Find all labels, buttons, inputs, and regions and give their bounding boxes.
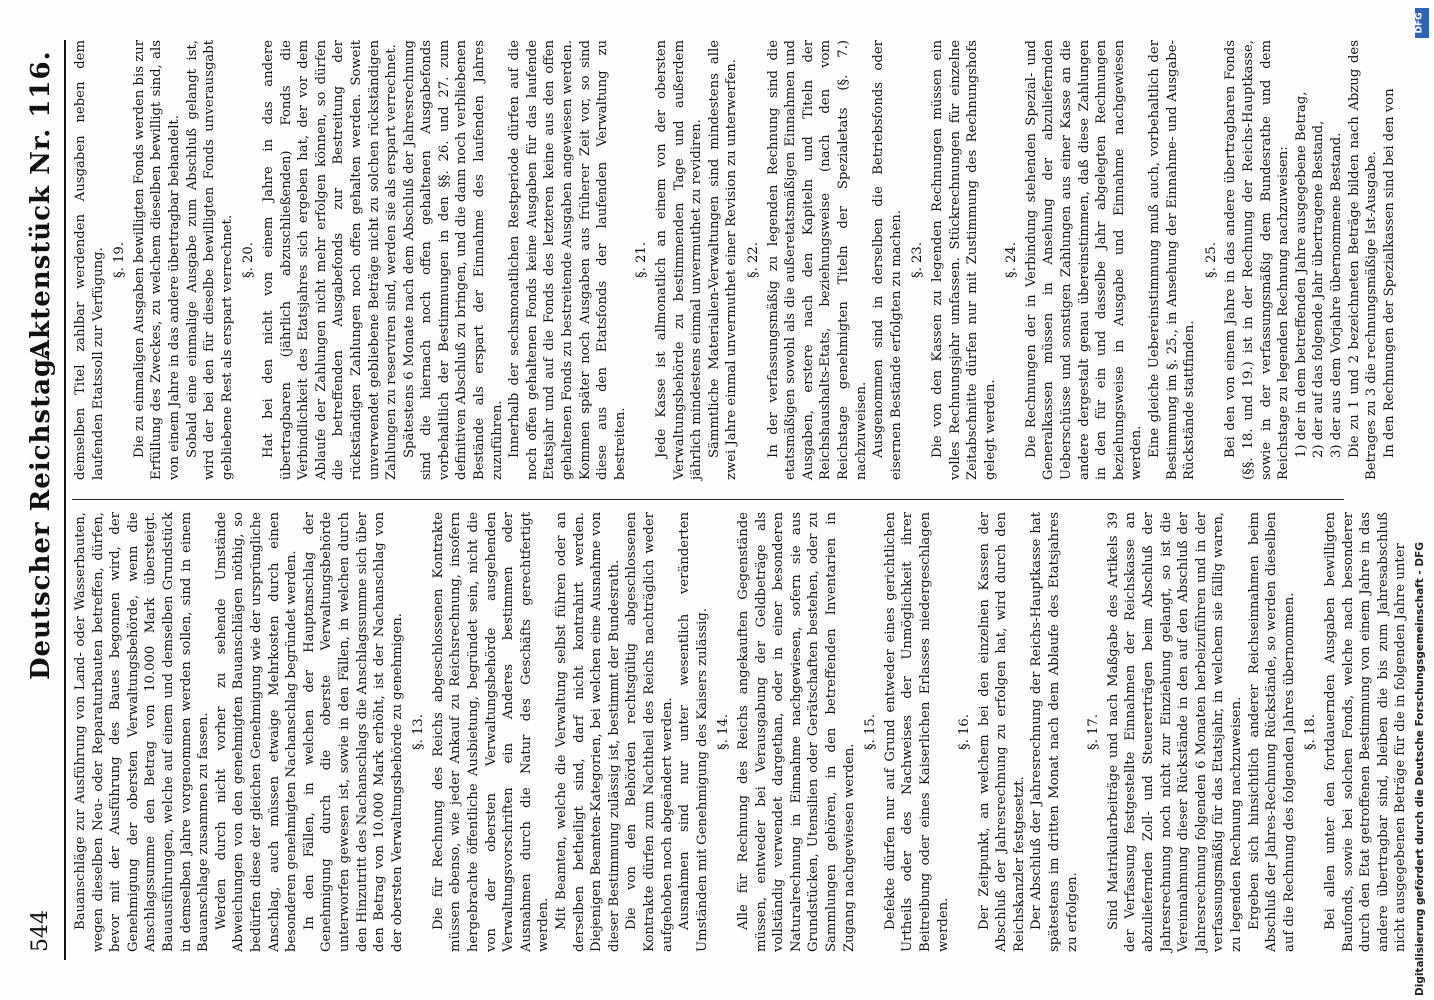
- paragraph: Die für Rechnung des Reichs abgeschlossenen Kontrakte müssen ebenso, wie jeder Ankauf zu Reichsrechnung, insofern hergebrachte öffentliche Ausbietung, begründet sein, nicht die von der obersten Verwaltungsbehörde ausgehenden Verwaltungsvorschriften ein Anderes bestimmen oder Ausnahmen durch die Natur des Geschäfts gerechtfertigt werden.: [430, 512, 552, 952]
- paragraph: Ergeben sich hinsichtlich anderer Reichseinnahmen beim Abschluß der Jahres-Rechnung Rückstände, so werden dieselben auf die Rechnung des folgenden Jahres übernommen.: [1246, 512, 1297, 952]
- section-heading: §. 16.: [957, 714, 973, 750]
- section-heading: §. 23.: [910, 242, 926, 278]
- page-number: 544: [28, 910, 53, 952]
- section-heading: §. 15.: [863, 714, 879, 750]
- section-heading: §. 17.: [1086, 714, 1102, 750]
- paragraph: Bei den von einem Jahre in das andere übertragbaren Fonds (§§. 18. und 19.) ist in der Rechnung der Reichs-Hauptkasse, sowie in der verfassungsmäßig dem Bundesrathe und dem Reichstage zu legenden Rechnung nachzuweisen:: [1223, 40, 1292, 480]
- digitization-credit-strip: [1412, 0, 1432, 1000]
- paragraph: Die von den Behörden rechtsgültig abgeschlossenen Kontrakte dürfen zum Nachtheil des Reichs nachträglich weder aufgehoben noch abgeändert werden.: [624, 512, 675, 952]
- section-heading: §. 19.: [112, 242, 128, 278]
- paragraph: Mit Beamten, welche die Verwaltung selbst führen oder an derselben betheiligt sind, darf nicht kontrahirt werden. Diejenigen Beamten-Kategorien, bei welchen eine Ausnahme von dieser Bestimmung zulässig ist, bestimmt der Bundesrath.: [554, 512, 622, 952]
- paragraph: In der verfassungsmäßig zu legenden Rechnung sind die etatsmäßigen sowohl als die außeretatsmäßigen Einnahmen und Ausgaben, erstere nach den Kapiteln und Titeln der Reichshaushalts-Etats, beziehungsweise (nach den vom Reichstage genehmigten Titeln der Spezialetats (§. 7.) nachzuweisen.: [765, 40, 869, 480]
- paragraph: Sind Matrikularbeiträge und nach Maßgabe des Artikels 39 der Verfassung festgestellte Einnahmen der Reichskasse an abzuliefernden Zoll- und Steuererträgen beim Abschluß der Jahresrechnung noch nicht zur Einziehung gelangt, so ist die Vereinnahmung dieser Rückstände in den auf den Abschluß der Jahresrechnung folgenden 6 Monaten herbeizuführen und in der verfassungsmäßig für das Etatsjahr, in welchem sie fällig waren, zu legenden Rechnung nachzuweisen.: [1105, 512, 1244, 952]
- paragraph: Alle für Rechnung des Reichs angekauften Gegenstände müssen, entweder bei Verausgabung der Geldbeträge als vollständig verwendet dargethan, oder in einer besonderen Naturalrechnung in Einnahme nachgewiesen, sofern sie aus Grundstücken, Utensilien oder Gerätschaften bestehen, oder zu Sammlungen gehören, in den betreffenden Inventarien in Zugang nachgewiesen werden.: [735, 512, 857, 952]
- paragraph: demselben Titel zahlbar werdenden Ausgaben neben dem laufenden Etatssoll zur Verfügung.: [73, 40, 106, 480]
- publication-title: Deutscher Reichstag.: [26, 347, 56, 680]
- column-divider: [72, 499, 1344, 500]
- paragraph: Bauanschläge zur Ausführung von Land- oder Wasserbauten, wegen dieselben Neu- oder Reparaturbauten betreffen, dürfen, bevor mit der Ausführung des Baues begonnen wird, der Genehmigung der obersten Verwaltungsbehörde, wenn die Anschlagssumme den Betrag von 10.000 Mark übersteigt. Bauausführungen, welche auf einem und demselben Grundstück in demselben Jahre vorgenommen werden sollen, sind in einem Bauanschlage zusammen zu fassen.: [73, 512, 212, 952]
- paragraph: Spätestens 6 Monate nach dem Abschluß der Jahresrechnung sind die hiernach noch offen gehaltenen Ausgabefonds vorbehaltlich der Bestimmungen in den §§. 26. und 27. zum definitiven Abschluß zu bringen, und die dann noch verbliebenen Bestände als erspart der Einnahme des laufenden Jahres zuzuführen.: [401, 40, 505, 480]
- paragraph: Defekte dürfen nur auf Grund entweder eines gerichtlichen Urtheils oder des Nachweises der Unmöglichkeit ihrer Beitreibung oder eines Kaiserlichen Erlasses niedergeschlagen werden.: [882, 512, 951, 952]
- paragraph: Die zu einmaligen Ausgaben bewilligten Fonds werden bis zur Erfüllung des Zweckes, zu welchem dieselben bewilligt sind, als von einem Jahre in das andere übertragbar behandelt.: [131, 40, 182, 480]
- right-column: [72, 40, 1397, 480]
- section-heading: §. 13.: [411, 714, 427, 750]
- list-item: 3) der aus dem Vorjahre übernommene Bestand.: [1328, 132, 1344, 458]
- paragraph: Ausnahmen sind nur unter wesentlich veränderten Umständen mit Genehmigung des Kaisers zulässig.: [677, 512, 710, 952]
- paragraph: Die von den Kassen zu legenden Rechnungen müssen ein volles Rechnungsjahr umfassen. Stückrechnungen für einzelne Zeitabschnitte dürfen nur mit Zustimmung des Rechnungshofs gelegt werden.: [929, 40, 998, 480]
- paragraph: In den Fällen, in welchen der Hauptanschlag der Genehmigung durch die oberste Verwaltungsbehörde unterworfen gewesen ist, sowie in den Fällen, in welchen durch den Hinzutritt des Nachanschlags die Anschlagssumme sich über den Betrag von 10.000 Mark erhöht, ist der Nachanschlag von der obersten Verwaltungsbehörde zu genehmigen.: [301, 512, 405, 952]
- digitization-credit: Digitalisierung gefördert durch die Deutsche Forschungsgemeinschaft - DFG: [1414, 542, 1426, 996]
- section-heading: §. 20.: [241, 242, 257, 278]
- paragraph: Innerhalb der sechsmonatlichen Restperiode dürfen auf die noch offen gehaltenen Fonds keine Ausgaben für das laufende Etatsjahr und auf die Fonds des letzteren keine aus den offen gehaltenen Fonds zu bestreitende Ausgaben angewiesen werden. Kommen später noch Ausgaben aus früherer Zeit vor, so sind diese aus den Etatsfonds der laufenden Verwaltung zu bestreiten.: [507, 40, 628, 480]
- list-item: 2) der auf das folgende Jahr übertragene Bestand,: [1311, 120, 1327, 458]
- dfg-logo-text: DFG: [1414, 12, 1425, 34]
- paragraph: Der Abschluß der Jahresrechnung der Reichs-Hauptkasse hat spätestens im dritten Monat nach dem Ablaufe des Etatsjahres zu erfolgen.: [1029, 512, 1080, 952]
- section-heading: §. 21.: [634, 242, 650, 278]
- paragraph: Hat bei den nicht von einem Jahre in das andere übertragbaren (jährlich abzuschließenden) Fonds die Verbindlichkeit des Etatsjahres sich ergeben hat, der vor dem Ablaufe der Zahlungen nicht mehr erfolgen können, so dürfen die betreffenden Ausgabefonds zur Bestreitung der rückständigen Zahlungen noch offen gehalten werden. Soweit unverwendet gebliebene Beträge nicht zu solchen rückständigen Zahlungen zu reserviren sind, werden sie als erspart verrechnet.: [260, 40, 400, 480]
- section-heading: §. 22.: [745, 242, 761, 278]
- section-heading: §. 18.: [1303, 714, 1319, 750]
- section-heading: §. 25.: [1203, 242, 1219, 278]
- paragraph: Eine gleiche Uebereinstimmung muß auch, vorbehaltlich der Bestimmung im §. 25., in Ansehung der Einnahme- und Ausgabe-Rückstände stattfinden.: [1147, 40, 1198, 480]
- paragraph: Die zu 1 und 2 bezeichneten Beträge bilden nach Abzug des Betrages zu 3 die rechnungsmäßige Ist-Ausgabe.: [1346, 40, 1380, 480]
- section-heading: §. 14.: [716, 714, 732, 750]
- page-header: [18, 40, 66, 960]
- paragraph: Jede Kasse ist allmonatlich an einem von der obersten Verwaltungsbehörde zu bestimmenden Tage und außerdem jährlich mindestens einmal unvermuthet zu revidiren.: [654, 40, 705, 480]
- left-column: [72, 512, 1409, 952]
- paragraph: In den Rechnungen der Spezialkassen sind bei den von: [1381, 88, 1397, 458]
- list-item: 1) der in dem betreffenden Jahre ausgegebene Betrag,: [1293, 91, 1309, 458]
- paragraph: Der Zeitpunkt, an welchem bei den einzelnen Kassen der Abschluß der Jahresrechnung zu erfolgen hat, wird durch den Reichskanzler festgesetzt.: [976, 512, 1027, 952]
- paragraph: Werden durch nicht vorher zu sehende Umstände Abweichungen von den genehmigten Bauanschlägen nöthig, so bedürfen diese der gleichen Genehmigung wie der ursprüngliche Anschlag, auch müssen etwaige Mehrkosten durch einen besonderen genehmigten Nachanschlag begründet werden.: [213, 512, 300, 952]
- section-heading: §. 24.: [1004, 242, 1020, 278]
- document-number: Aktenstück Nr. 116.: [26, 50, 56, 360]
- paragraph: Sobald eine einmalige Ausgabe zum Abschluß gelangt ist, wird der bei den für dieselbe bewilligten Fonds unverausgabt gebliebene Rest als erspart verrechnet.: [184, 40, 235, 480]
- paragraph: Sämmtliche Materialien-Verwaltungen sind mindestens alle zwei Jahre einmal unvermuthet einer Revision zu unterwerfen.: [706, 40, 740, 480]
- paragraph: Die Rechnungen der in Verbindung stehenden Spezial- und Generalkassen müssen in Ansehung der abzuliefernden Ueberschüsse und sonstigen Zahlungen aus einer Kasse an die andere dergestalt genau übereinstimmen, daß diese Zahlungen in den für ein und dasselbe Jahr abgelegten Rechnungen beziehungsweise in Ausgabe und Einnahme nachgewiesen werden.: [1023, 40, 1145, 480]
- paragraph: Ausgenommen sind in derselben die Betriebsfonds oder eisernen Bestände erfolgten zu machen.: [871, 40, 904, 480]
- paragraph: Bei allen unter den fortdauernden Ausgaben bewilligten Baufonds, sowie bei solchen Fonds, welche nach besonderer durch den Etat getroffenen Bestimmung von einem Jahre in das andere übertragbar sind, bleiben die bis zum Jahresabschluß nicht ausgegebenen Beträge für die in folgenden Jahre unter: [1322, 512, 1409, 952]
